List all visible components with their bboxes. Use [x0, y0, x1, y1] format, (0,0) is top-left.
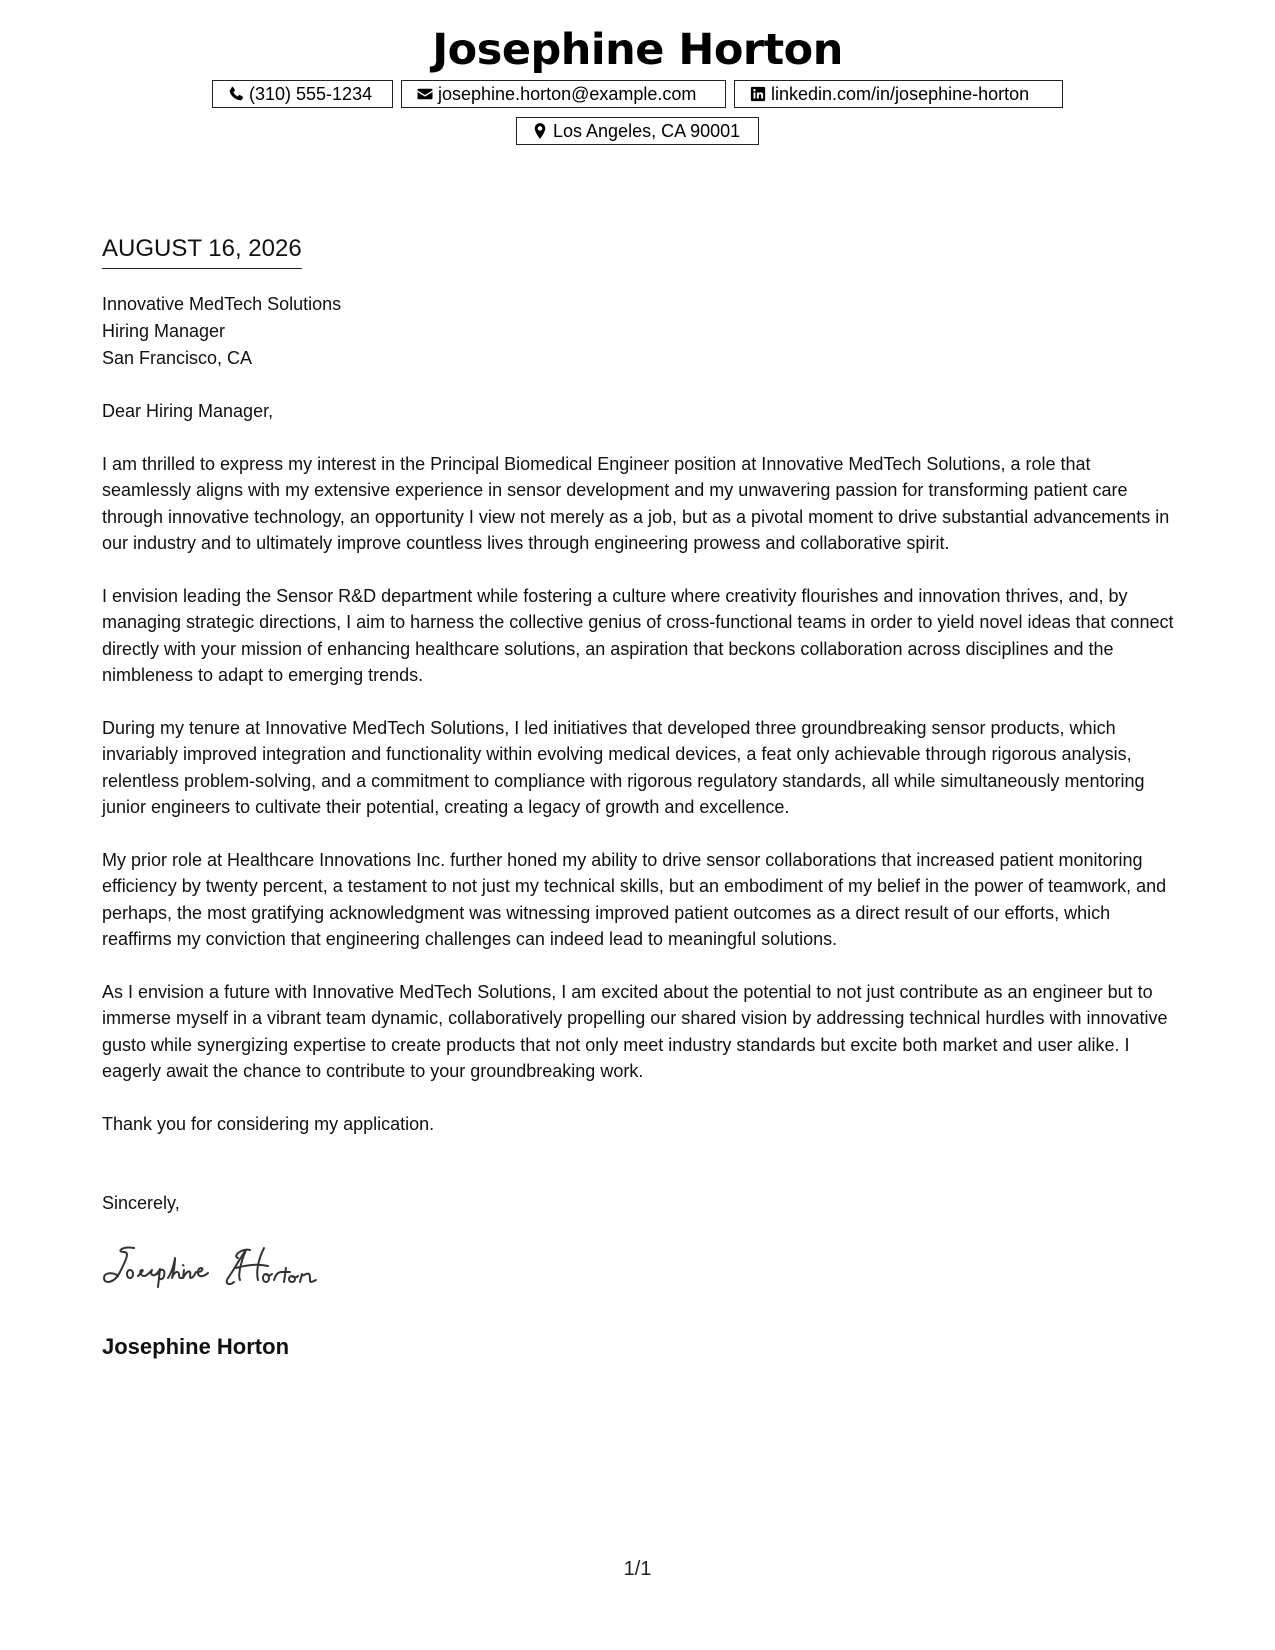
- contact-row: [0, 80, 1275, 108]
- contact-row-location: [0, 117, 1275, 145]
- linkedin-text: linkedin.com/in/josephine-horton: [771, 83, 1030, 104]
- location-text: Los Angeles, CA 90001: [553, 120, 741, 141]
- recipient-title: Hiring Manager: [102, 321, 226, 341]
- phone-contact[interactable]: [212, 80, 393, 108]
- email-contact[interactable]: [401, 80, 726, 108]
- linkedin-icon: [749, 85, 767, 103]
- phone-text: (310) 555-1234: [249, 83, 373, 104]
- email-text: josephine.horton@example.com: [438, 83, 697, 104]
- closing: Sincerely,: [102, 1193, 180, 1213]
- letter-body: [102, 398, 1174, 1163]
- body-paragraph: As I envision a future with Innovative MedTech Solutions, I am excited about the potential to not just contribute as an engineer but to immerse myself in a vibrant team dynamic, collaboratively propelling our shared vision by addressing technical hurdles with innovative gusto while synergizing expertise to create products that not only meet industry standards but excite both market and user alike. I eagerly await the chance to contribute to your groundbreaking work.: [102, 981, 1168, 1081]
- map-pin-icon: [531, 122, 549, 140]
- body-paragraph: I am thrilled to express my interest in the Principal Biomedical Engineer position at Innovative MedTech Solutions, a role that seamlessly aligns with my extensive experience in sensor development and my unwavering passion for transforming patient care through innovative technology, an opportunity I view not merely as a job, but as a pivotal moment to drive substantial advancements in our industry and to ultimately improve countless lives through engineering prowess and collaborative spirit.: [102, 453, 1170, 553]
- linkedin-contact[interactable]: [734, 80, 1063, 108]
- body-paragraph: My prior role at Healthcare Innovations Inc. further honed my ability to drive sensor collaborations that increased patient monitoring efficiency by twenty percent, a testament to not just my technical skills, but an embodiment of my belief in the power of teamwork, and perhaps, the most gratifying acknowledgment was witnessing improved patient outcomes as a direct result of our efforts, which reaffirms my conviction that engineering challenges can indeed lead to meaningful solutions.: [102, 849, 1167, 949]
- page-number: 1/1: [623, 1558, 652, 1580]
- recipient-location: San Francisco, CA: [102, 348, 253, 368]
- recipient-block: [102, 291, 341, 372]
- location-contact: [516, 117, 759, 145]
- handwritten-signature: [100, 1240, 360, 1292]
- body-paragraph: During my tenure at Innovative MedTech Solutions, I led initiatives that developed three groundbreaking sensor products, which invariably improved integration and functionality within evolving medical devices, a feat only achievable through rigorous analysis, relentless problem-solving, and a commitment to compliance with rigorous regulatory standards, all while simultaneously mentoring junior engineers to cultivate their potential, creating a legacy of growth and excellence.: [102, 717, 1145, 817]
- body-paragraph: I envision leading the Sensor R&D department while fostering a culture where creativity flourishes and innovation thrives, and, by managing strategic directions, I aim to harness the collective genius of cross-functional teams in order to yield novel ideas that connect directly with your mission of enhancing healthcare solutions, an aspiration that beckons collaboration across disciplines and the nimbleness to adapt to emerging trends.: [102, 585, 1174, 685]
- applicant-name: Josephine Horton: [432, 25, 843, 75]
- signed-name: Josephine Horton: [102, 1334, 290, 1359]
- letter-date: AUGUST 16, 2026: [102, 234, 302, 269]
- thank-you-line: Thank you for considering my application.: [102, 1113, 435, 1134]
- envelope-icon: [416, 85, 434, 103]
- phone-icon: [227, 85, 245, 103]
- recipient-company: Innovative MedTech Solutions: [102, 294, 342, 314]
- salutation: Dear Hiring Manager,: [102, 401, 274, 421]
